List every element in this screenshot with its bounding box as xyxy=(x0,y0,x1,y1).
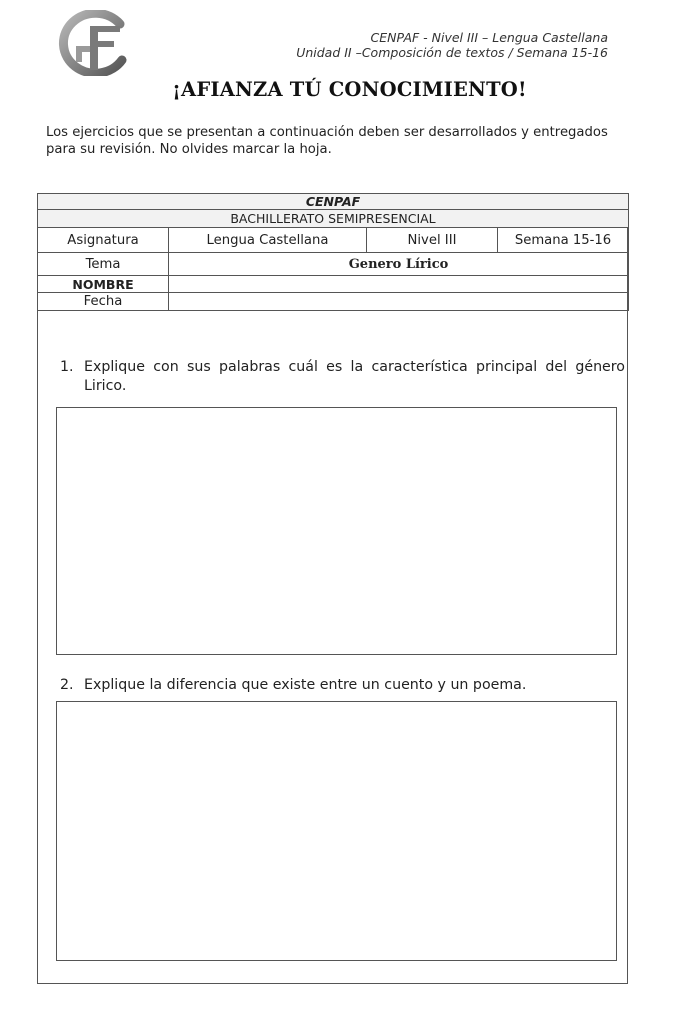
subject-label: Asignatura xyxy=(38,228,169,253)
date-field[interactable] xyxy=(169,293,629,311)
student-info-table xyxy=(37,193,629,311)
cenpaf-logo xyxy=(46,10,134,76)
question-2 xyxy=(60,676,625,695)
topic-label: Tema xyxy=(38,253,169,276)
page-title: ¡AFIANZA TÚ CONOCIMIENTO! xyxy=(172,78,527,101)
question-1-text: Explique con sus palabras cuál es la característica principal del género Lirico. xyxy=(84,359,625,394)
subject-value: Lengua Castellana xyxy=(169,228,367,253)
institution-name: CENPAF xyxy=(38,194,629,210)
question-2-text: Explique la diferencia que existe entre un cuento y un poema. xyxy=(84,677,527,693)
question-1 xyxy=(60,358,625,396)
intro-paragraph: Los ejercicios que se presentan a continuación deben ser desarrollados y entregados para su revisión. No olvides marcar la hoja. xyxy=(46,125,608,157)
answer-box-1[interactable] xyxy=(56,407,617,655)
week-value: Semana 15-16 xyxy=(498,228,629,253)
program-name: BACHILLERATO SEMIPRESENCIAL xyxy=(38,210,629,228)
topic-value: Genero Lírico xyxy=(169,253,629,276)
name-field[interactable] xyxy=(169,276,629,293)
name-label: NOMBRE xyxy=(38,276,169,293)
answer-box-2[interactable] xyxy=(56,701,617,961)
header-course-line: CENPAF - Nivel III – Lengua Castellana xyxy=(370,30,608,45)
question-1-number: 1. xyxy=(60,359,74,375)
question-2-number: 2. xyxy=(60,677,74,693)
level-value: Nivel III xyxy=(367,228,498,253)
header-unit-line: Unidad II –Composición de textos / Semana 15-16 xyxy=(296,45,608,60)
date-label: Fecha xyxy=(38,293,169,311)
